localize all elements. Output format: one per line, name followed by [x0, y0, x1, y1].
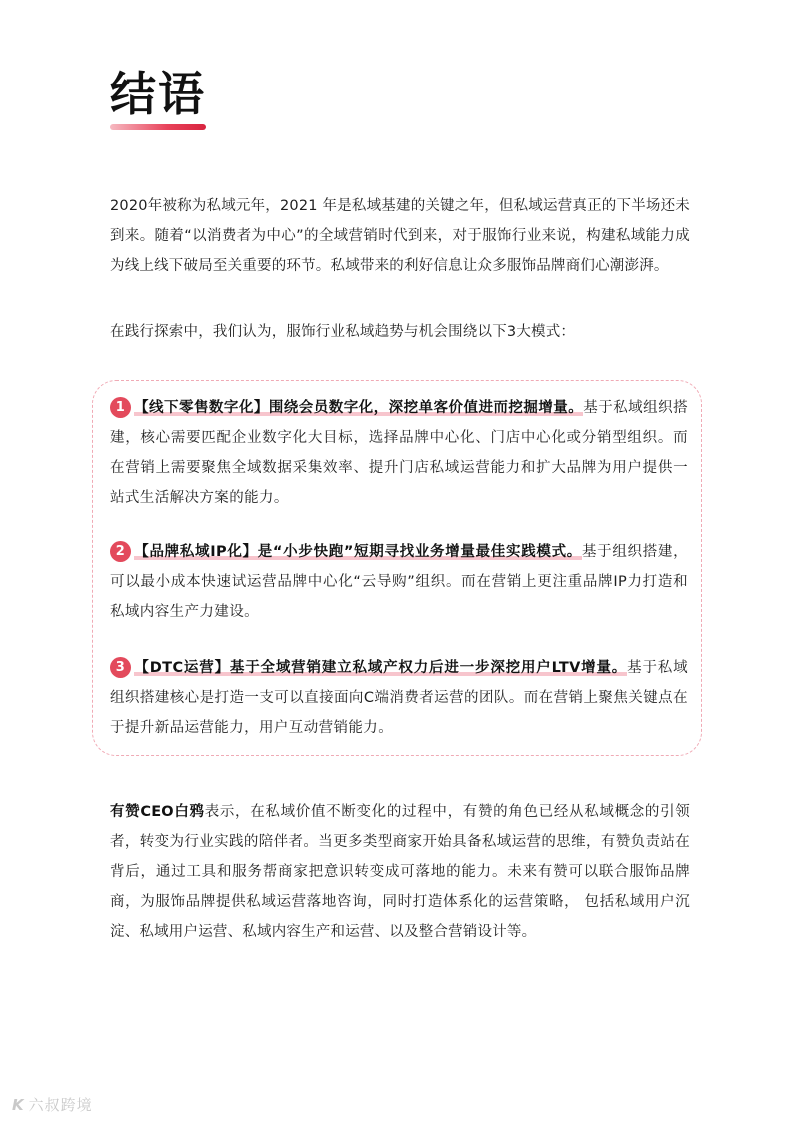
model-body: 基于私域组织搭建，核心需要匹配企业数字化大目标，选择品牌中心化、门店中心化或分销型组织。而在营销上需要聚焦全域数据采集效率、提升门店私域运营能力和扩大品牌为用户提供一站式生活解决方案的能力。	[110, 400, 688, 506]
page-title: 结语	[110, 67, 206, 121]
model-headline: 【线下零售数字化】围绕会员数字化，深挖单客价值进而挖掘增量。	[134, 400, 584, 416]
model-item-2	[110, 537, 688, 627]
closing-text: 表示，在私域价值不断变化的过程中，有赞的角色已经从私域概念的引领者，转变为行业实践的陪伴者。当更多类型商家开始具备私域运营的思维，有赞负责站在背后，通过工具和服务帮商家把意识转变成可落地的能力。未来有赞可以联合服饰品牌商，为服饰品牌提供私域运营落地咨询，同时打造体系化的运营策略， 包括私域用户沉淀、私域用户运营、私域内容生产和运营、以及整合营销设计等。	[110, 804, 690, 940]
number-badge: 1	[110, 397, 131, 418]
watermark	[12, 1094, 93, 1115]
model-item-1	[110, 393, 688, 513]
speaker-name: 有赞CEO白鸦	[110, 804, 205, 820]
closing-paragraph	[110, 797, 690, 947]
number-badge: 2	[110, 541, 131, 562]
model-body: 基于私域组织搭建核心是打造一支可以直接面向C端消费者运营的团队。而在营销上聚焦关键点在于提升新品运营能力，用户互动营销能力。	[110, 660, 688, 736]
watermark-logo-icon: K	[12, 1096, 25, 1114]
number-badge: 3	[110, 657, 131, 678]
model-headline: 【DTC运营】基于全域营销建立私域产权力后进一步深挖用户LTV增量。	[134, 660, 628, 676]
title-underline	[110, 124, 206, 130]
intro-lead-paragraph: 在践行探索中，我们认为，服饰行业私域趋势与机会围绕以下3大模式：	[110, 324, 576, 340]
model-item-3	[110, 653, 688, 743]
model-headline: 【品牌私域IP化】是“小步快跑”短期寻找业务增量最佳实践模式。	[134, 544, 582, 560]
model-body: 基于组织搭建，可以最小成本快速试运营品牌中心化“云导购”组织。而在营销上更注重品牌IP力打造和私域内容生产力建设。	[110, 544, 688, 620]
watermark-text: 六叔跨境	[28, 1096, 93, 1114]
intro-paragraph: 2020年被称为私域元年，2021 年是私域基建的关键之年，但私域运营真正的下半场还未到来。随着“以消费者为中心”的全域营销时代到来，对于服饰行业来说，构建私域能力成为线上线下破局至关重要的环节。私域带来的利好信息让众多服饰品牌商们心潮澎湃。	[110, 198, 691, 274]
